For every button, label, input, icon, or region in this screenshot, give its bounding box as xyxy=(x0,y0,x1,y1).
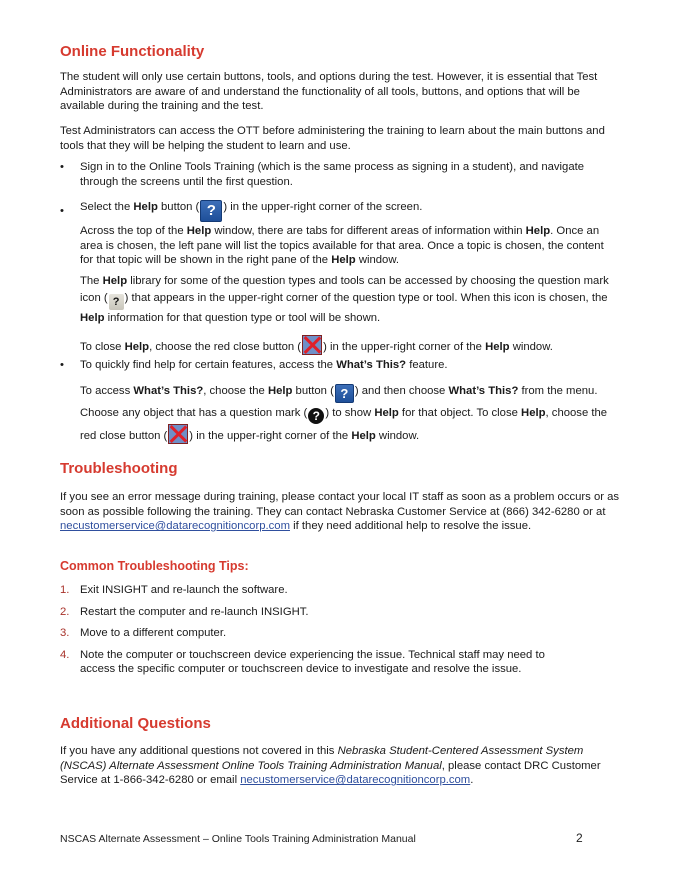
bold-whats-this: What’s This? xyxy=(133,385,204,397)
text-run: Across the top of the xyxy=(80,225,187,237)
text-run: for that object. To close xyxy=(398,407,522,419)
bold-help: Help xyxy=(80,312,105,324)
bold-help: Help xyxy=(374,407,399,419)
bold-whats-this: What’s This? xyxy=(448,385,519,397)
text-run: if they need additional help to resolve the issue. xyxy=(289,520,532,533)
text-run: library for some of the question types and tools can be accessed by choosing the question mark icon ( xyxy=(80,275,609,304)
text-run: from the menu. Choose any object that has a question mark ( xyxy=(80,385,598,419)
bold-help: Help xyxy=(521,407,546,419)
text-run: If you see an error message during training, please contact your local IT staff as soon as a problem occurs or as soon as possible following the training. They can contact Nebraska Customer Service at (866) 342-6280 or at xyxy=(60,491,620,518)
bold-help: Help xyxy=(102,275,128,287)
circle-question-icon: ? xyxy=(308,408,324,424)
tip-item: Restart the computer and re-launch INSIGHT. xyxy=(80,606,309,618)
question-mark-icon: ? xyxy=(109,294,124,310)
text-run: feature. xyxy=(406,359,448,371)
tip-item: Note the computer or touchscreen device experiencing the issue. Technical staff may need to access the specific computer or touchscreen device to investigate and resolve the issue. xyxy=(80,649,545,675)
bold-help: Help xyxy=(267,385,293,397)
text-run: The xyxy=(80,275,103,287)
text-run: button ( xyxy=(157,201,200,213)
heading-additional-questions: Additional Questions xyxy=(60,715,211,732)
bullet-sign-in: Sign in to the Online Tools Training (which is the same process as signing in a student), and navigate through the screens until the first question. xyxy=(80,161,585,188)
drc-email-link[interactable]: necustomerservice@datarecognitioncorp.com xyxy=(240,774,471,787)
text-run: , choose the red close button ( xyxy=(149,341,302,353)
help-button-icon: ? xyxy=(200,200,222,222)
text-run: . xyxy=(470,774,474,787)
tip-number: 4. xyxy=(60,649,70,661)
text-run: button ( xyxy=(292,385,334,397)
text-run: ) in the upper-right corner of the screen. xyxy=(223,201,423,213)
red-close-icon xyxy=(168,424,188,444)
bullet-marker: • xyxy=(60,161,64,173)
bullet-whats-this xyxy=(80,358,620,373)
heading-troubleshooting: Troubleshooting xyxy=(60,460,178,477)
additional-questions-paragraph xyxy=(60,744,625,788)
page-number: 2 xyxy=(576,831,583,845)
text-run: information for that question type or tool will be shown. xyxy=(104,312,381,324)
footer-title: NSCAS Alternate Assessment – Online Tools Training Administration Manual xyxy=(60,833,416,845)
text-run: If you have any additional questions not covered in this xyxy=(60,745,338,757)
tip-number: 1. xyxy=(60,584,70,596)
help-button-icon: ? xyxy=(335,384,354,403)
troubleshooting-paragraph xyxy=(60,490,625,534)
text-run: window. xyxy=(509,341,553,353)
bullet-select-help xyxy=(80,200,620,222)
text-run: ) and then choose xyxy=(354,385,449,397)
text-run: , choose the xyxy=(203,385,268,397)
help-library-description xyxy=(80,273,620,327)
tip-number: 2. xyxy=(60,606,70,618)
text-run: Select the xyxy=(80,201,134,213)
customer-service-email-link[interactable]: necustomerservice@datarecognitioncorp.com xyxy=(60,520,290,533)
bullet-marker: • xyxy=(60,359,64,371)
bold-help: Help xyxy=(186,225,212,237)
online-paragraph-1: The student will only use certain buttons, tools, and options during the test. However, it is essential that Test Administrators are aware of and understand the functionality of all tools, buttons, and options that will be available during the training and the test. xyxy=(60,71,598,113)
tip-item: Move to a different computer. xyxy=(80,627,227,639)
text-run: , please contact DRC Customer Service at 1-866-342-6280 or email xyxy=(60,759,601,787)
bold-help: Help xyxy=(124,341,150,353)
text-run: ) that appears in the upper-right corner of the question type or tool. When this icon is chosen, the xyxy=(124,292,608,304)
bullet-marker: • xyxy=(60,205,64,217)
common-troubleshooting-tips-heading: Common Troubleshooting Tips: xyxy=(60,559,249,573)
bold-help: Help xyxy=(133,201,158,213)
manual-title-italic: Nebraska Student-Centered Assessment System (NSCAS) Alternate Assessment Online Tools Training Administration Manual xyxy=(60,745,584,772)
bold-whats-this: What’s This? xyxy=(336,359,407,371)
text-run: ) in the upper-right corner of the xyxy=(189,430,352,442)
text-run: window, there are tabs for different areas of information within xyxy=(211,225,526,237)
text-run: ) to show xyxy=(325,407,375,419)
text-run: . Once an area is chosen, the left pane will list the topics available for that area. Once a topic is chosen, the content for that topic will be shown in the right pane of the xyxy=(80,225,604,267)
whats-this-description xyxy=(80,381,620,447)
red-close-icon xyxy=(302,335,322,355)
close-help-description xyxy=(80,335,620,355)
text-run: To access xyxy=(80,385,134,397)
online-paragraph-2: Test Administrators can access the OTT before administering the training to learn about the main buttons and tools that they will be helping the student to learn and use. xyxy=(60,125,605,152)
bold-help: Help xyxy=(351,430,376,442)
help-window-description xyxy=(80,224,620,268)
bold-help: Help xyxy=(485,341,510,353)
tip-item: Exit INSIGHT and re-launch the software. xyxy=(80,584,288,596)
text-run: To close xyxy=(80,341,125,353)
text-run: , choose the red close button ( xyxy=(80,407,608,442)
bold-help: Help xyxy=(331,254,356,267)
bold-help: Help xyxy=(525,225,551,237)
text-run: To quickly find help for certain features, access the xyxy=(80,359,337,371)
text-run: window. xyxy=(355,254,400,267)
tip-number: 3. xyxy=(60,627,70,639)
text-run: window. xyxy=(375,430,420,442)
heading-online-functionality: Online Functionality xyxy=(60,43,205,60)
text-run: ) in the upper-right corner of the xyxy=(323,341,486,353)
